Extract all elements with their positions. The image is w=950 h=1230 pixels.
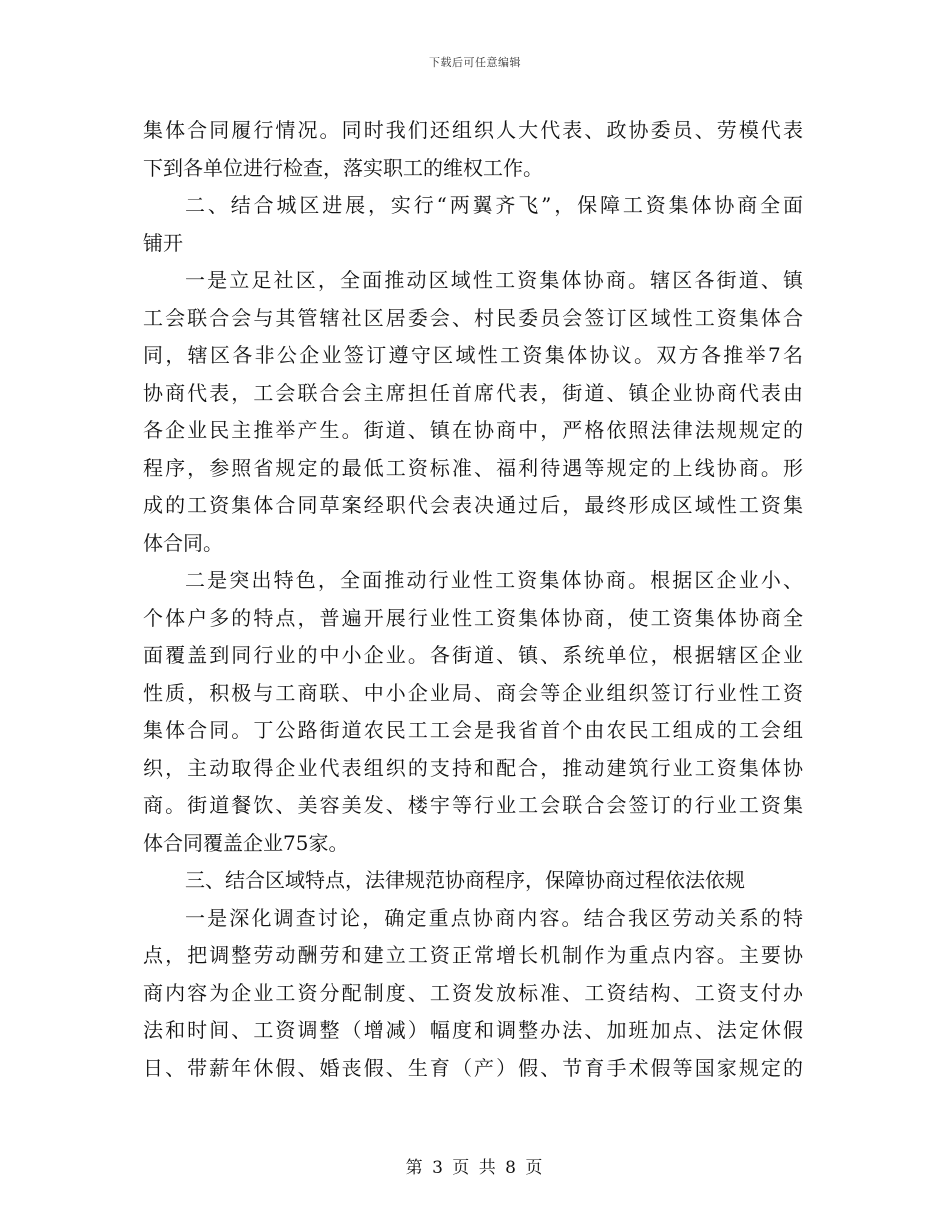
text-line: 点，把调整劳动酬劳和建立工资正常增长机制作为重点内容。主要协 bbox=[143, 943, 803, 967]
text-line: 各企业民主推举产生。街道、镇在协商中，严格依照法律法规规定的 bbox=[143, 418, 803, 442]
text-line: 下到各单位进行检查，落实职工的维权工作。 bbox=[143, 155, 543, 180]
text-line: 体合同覆盖企业75家。 bbox=[143, 830, 349, 855]
text-line: 二是突出特色，全面推动行业性工资集体协商。根据区企业小、 bbox=[185, 568, 803, 592]
text-line: 程序，参照省规定的最低工资标准、福利待遇等规定的上线协商。形 bbox=[143, 455, 803, 480]
page-header: 下载后可任意编辑 bbox=[429, 56, 521, 69]
text-line: 二、结合城区进展，实行“两翼齐飞”，保障工资集体协商全面 bbox=[185, 193, 803, 217]
text-line: 铺开 bbox=[143, 230, 183, 255]
text-line: 集体合同履行情况。同时我们还组织人大代表、政协委员、劳模代表 bbox=[143, 118, 803, 142]
text-line: 商。街道餐饮、美容美发、楼宇等行业工会联合会签订的行业工资集 bbox=[143, 793, 803, 817]
text-line: 一是深化调查讨论，确定重点协商内容。结合我区劳动关系的特 bbox=[185, 905, 803, 930]
text-line: 性质，积极与工商联、中小企业局、商会等企业组织签订行业性工资 bbox=[143, 680, 803, 705]
text-line: 面覆盖到同行业的中小企业。各街道、镇、系统单位，根据辖区企业 bbox=[143, 643, 803, 667]
text-line: 成的工资集体合同草案经职代会表决通过后，最终形成区域性工资集 bbox=[143, 493, 803, 517]
text-line: 体合同。 bbox=[143, 530, 223, 555]
text-line: 协商代表，工会联合会主席担任首席代表，街道、镇企业协商代表由 bbox=[143, 380, 803, 405]
document-body bbox=[143, 112, 803, 1087]
text-line: 织，主动取得企业代表组织的支持和配合，推动建筑行业工资集体协 bbox=[143, 755, 803, 780]
text-line: 集体合同。丁公路街道农民工工会是我省首个由农民工组成的工会组 bbox=[143, 718, 803, 742]
text-line: 一是立足社区，全面推动区域性工资集体协商。辖区各街道、镇 bbox=[185, 268, 803, 292]
text-line: 商内容为企业工资分配制度、工资发放标准、工资结构、工资支付办 bbox=[143, 980, 803, 1005]
page-footer: 第 3 页 共 8 页 bbox=[405, 1158, 545, 1178]
text-line: 法和时间、工资调整（增减）幅度和调整办法、加班加点、法定休假 bbox=[143, 1018, 803, 1042]
text-line: 日、带薪年休假、婚丧假、生育（产）假、节育手术假等国家规定的 bbox=[143, 1055, 803, 1080]
text-line: 个体户多的特点，普遍开展行业性工资集体协商，使工资集体协商全 bbox=[143, 605, 803, 630]
text-line: 工会联合会与其管辖社区居委会、村民委员会签订区域性工资集体合 bbox=[143, 305, 803, 330]
text-line: 同，辖区各非公企业签订遵守区域性工资集体协议。双方各推举7名 bbox=[143, 343, 803, 367]
text-line: 三、结合区域特点，法律规范协商程序，保障协商过程依法依规 bbox=[185, 868, 745, 892]
